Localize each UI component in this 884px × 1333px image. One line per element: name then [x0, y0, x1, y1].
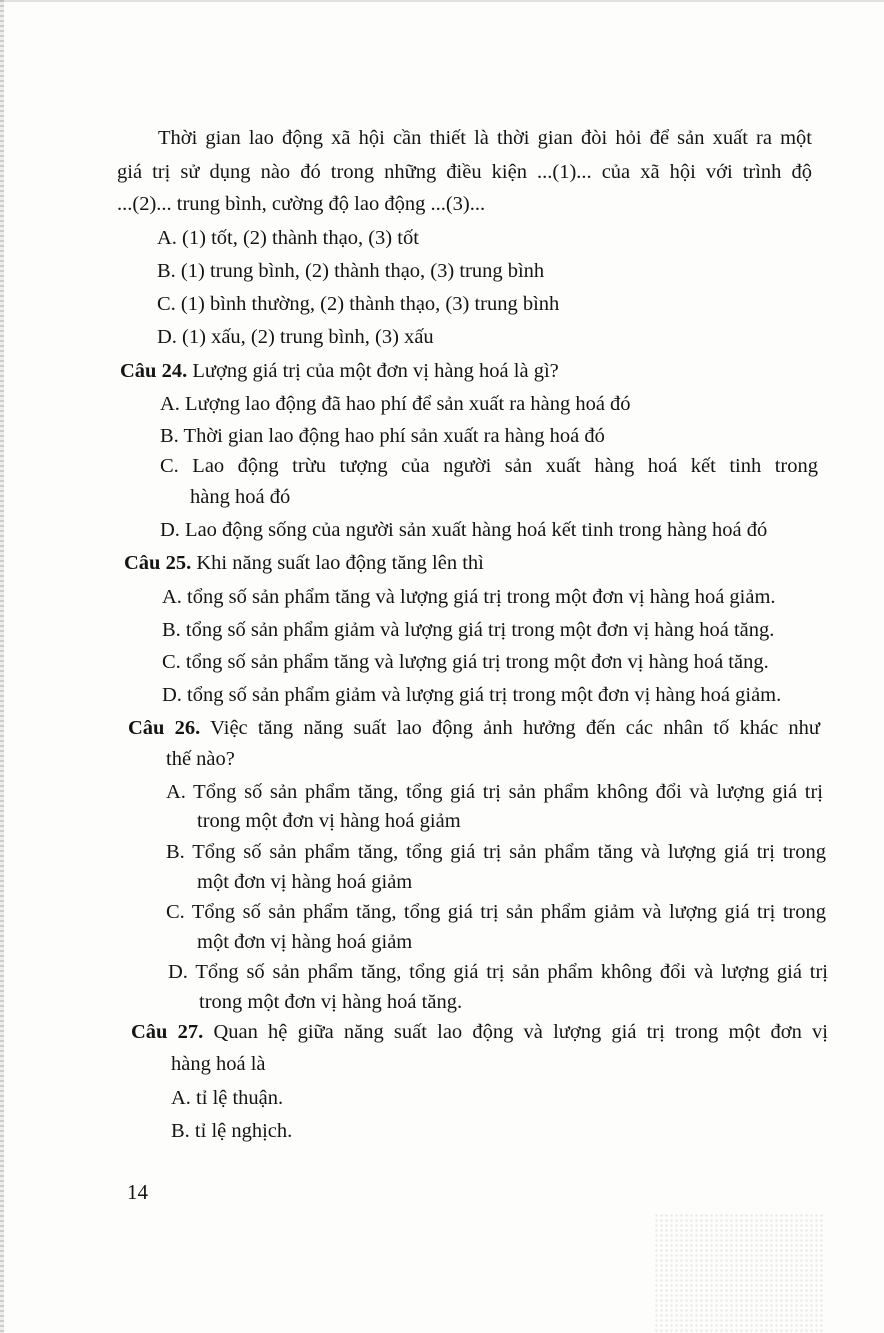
page-number: 14 — [127, 1180, 148, 1204]
question-27-text: Quan hệ giữa năng suất lao động và lượng giá trị trong một đơn vị — [213, 1021, 828, 1043]
scan-top-edge — [0, 0, 884, 2]
q24-option-b: B. Thời gian lao động hao phí sản xuất ra hàng hoá đó — [160, 425, 605, 447]
intro-option-c: C. (1) bình thường, (2) thành thạo, (3) trung bình — [157, 293, 560, 315]
q26-option-d: D. Tổng số sản phẩm tăng, tổng giá trị sản phẩm không đổi và lượng giá trị — [168, 961, 828, 983]
intro-line-1: Thời gian lao động xã hội cần thiết là thời gian đòi hỏi để sản xuất ra một — [158, 127, 812, 149]
question-26-label: Câu 26. — [128, 717, 201, 739]
q25-option-b: B. tổng số sản phẩm giảm và lượng giá trị trong một đơn vị hàng hoá tăng. — [162, 619, 775, 641]
q25-option-c: C. tổng số sản phẩm tăng và lượng giá trị trong một đơn vị hàng hoá tăng. — [162, 651, 769, 673]
question-24-label: Câu 24. — [120, 360, 188, 382]
intro-option-b: B. (1) trung bình, (2) thành thạo, (3) trung bình — [157, 260, 545, 282]
q26-option-c: C. Tổng số sản phẩm tăng, tổng giá trị sản phẩm giảm và lượng giá trị trong — [166, 901, 826, 923]
question-25 — [124, 549, 484, 577]
scan-speckle — [654, 1213, 824, 1333]
question-27 — [131, 1018, 828, 1046]
q26-option-a-cont: trong một đơn vị hàng hoá giảm — [197, 810, 461, 832]
q24-option-a: A. Lượng lao động đã hao phí để sản xuất ra hàng hoá đó — [160, 393, 631, 415]
question-26-text: Việc tăng năng suất lao động ảnh hưởng đến các nhân tố khác như — [210, 717, 820, 739]
question-27-text-cont: hàng hoá là — [171, 1053, 266, 1075]
q26-option-a: A. Tổng số sản phẩm tăng, tổng giá trị sản phẩm không đổi và lượng giá trị — [166, 781, 823, 803]
question-27-label: Câu 27. — [131, 1021, 204, 1043]
q24-option-c: C. Lao động trừu tượng của người sản xuất hàng hoá kết tinh trong — [160, 455, 818, 477]
question-26-text-cont: thế nào? — [166, 748, 235, 770]
question-24-text: Lượng giá trị của một đơn vị hàng hoá là gì? — [192, 360, 559, 382]
q24-option-d: D. Lao động sống của người sản xuất hàng hoá kết tinh trong hàng hoá đó — [160, 519, 768, 541]
intro-line-2: giá trị sử dụng nào đó trong những điều kiện ...(1)... của xã hội với trình độ — [117, 161, 812, 183]
q25-option-d: D. tổng số sản phẩm giảm và lượng giá trị trong một đơn vị hàng hoá giảm. — [162, 684, 782, 706]
intro-option-d: D. (1) xấu, (2) trung bình, (3) xấu — [157, 326, 434, 348]
question-25-label: Câu 25. — [124, 552, 192, 574]
q26-option-c-cont: một đơn vị hàng hoá giảm — [197, 931, 413, 953]
question-24 — [120, 357, 559, 385]
question-26 — [128, 714, 820, 742]
q27-option-b: B. tỉ lệ nghịch. — [171, 1120, 293, 1142]
intro-line-3: ...(2)... trung bình, cường độ lao động ...(3)... — [117, 193, 486, 215]
q26-option-b-cont: một đơn vị hàng hoá giảm — [197, 871, 413, 893]
question-25-text: Khi năng suất lao động tăng lên thì — [196, 552, 484, 574]
q27-option-a: A. tỉ lệ thuận. — [171, 1087, 284, 1109]
q25-option-a: A. tổng số sản phẩm tăng và lượng giá trị trong một đơn vị hàng hoá giảm. — [162, 586, 776, 608]
q24-option-c-cont: hàng hoá đó — [190, 486, 291, 508]
q26-option-d-cont: trong một đơn vị hàng hoá tăng. — [199, 991, 463, 1013]
scan-left-edge — [0, 0, 4, 1333]
intro-option-a: A. (1) tốt, (2) thành thạo, (3) tốt — [157, 227, 419, 249]
q26-option-b: B. Tổng số sản phẩm tăng, tổng giá trị sản phẩm tăng và lượng giá trị trong — [166, 841, 826, 863]
